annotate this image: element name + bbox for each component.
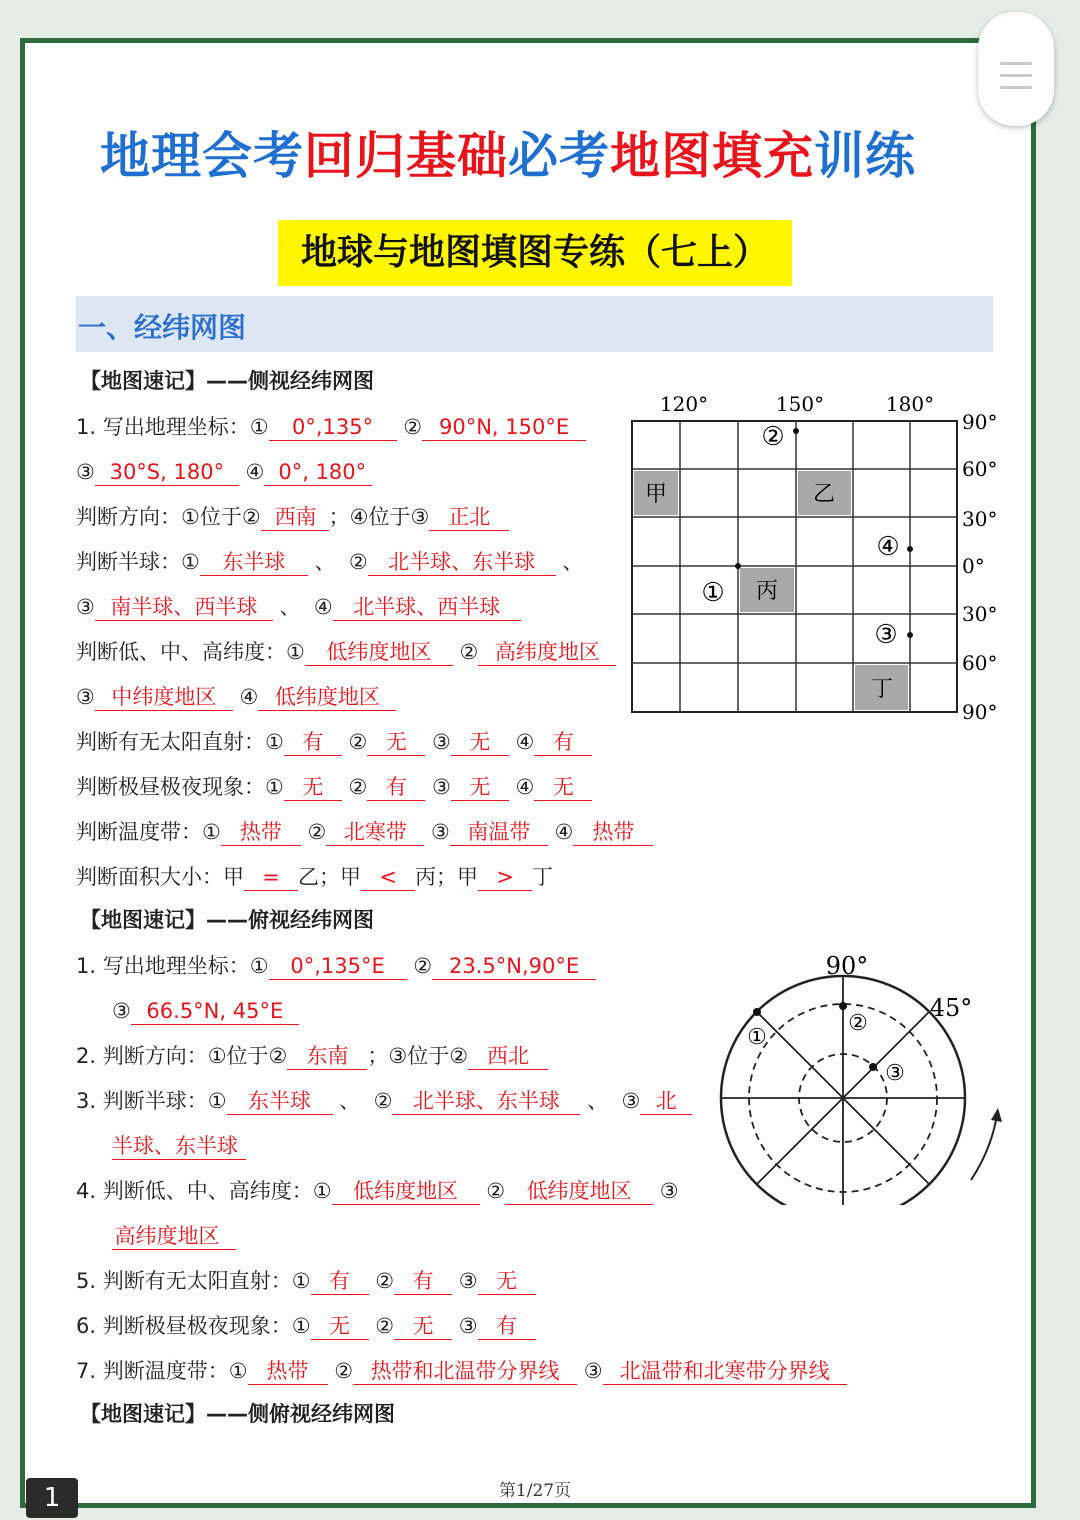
part-a-polar: 判断极昼极夜现象：① 无 ② 有 ③ 无 ④ 无 — [76, 772, 592, 802]
subtitle-banner: 地球与地图填图专练（七上） — [278, 220, 792, 286]
point-3-label: ③ — [874, 620, 898, 650]
answer-blank: 东半球 — [200, 549, 308, 576]
part-b-q3-cont — [112, 1131, 246, 1161]
part-b-q1-cont: ③ 66.5°N, 45°E — [112, 996, 299, 1026]
answer-blank: = — [244, 864, 298, 891]
answer-blank: 低纬度地区 — [258, 684, 396, 711]
point-4-label: ④ — [876, 532, 900, 562]
answer-blank: 无 — [534, 774, 592, 801]
answer-blank: 半球、东半球 — [112, 1133, 246, 1160]
lat-label: 30° — [962, 602, 998, 626]
lon-label: 180° — [885, 392, 935, 416]
answer-blank: 有 — [311, 1268, 369, 1295]
answer-blank: 无 — [478, 1268, 536, 1295]
answer-blank: 有 — [478, 1313, 536, 1340]
cell-bing: 丙 — [755, 579, 779, 604]
part-b-q4: 4. 判断低、中、高纬度：① 低纬度地区 ② 低纬度地区 ③ — [76, 1179, 679, 1203]
part-a-direction: 判断方向：①位于② 西南 ；④位于③ 正北 — [76, 502, 509, 532]
part-a-area: 判断面积大小：甲 = 乙；甲 < 丙；甲 > 丁 — [76, 865, 553, 889]
part-b-q5: 5. 判断有无太阳直射：① 有 ② 有 ③ 无 — [76, 1266, 536, 1296]
cell-jia: 甲 — [644, 482, 668, 507]
part-b-q4-cont — [112, 1221, 236, 1251]
answer-blank: 无 — [394, 1313, 452, 1340]
part-b-q2: 2. 判断方向：①位于② 东南 ；③位于② 西北 — [76, 1041, 548, 1071]
rotation-arrowhead — [991, 1108, 1002, 1122]
part-a-q1-cont: ③ 30°S, 180° ④ 0°, 180° — [76, 457, 372, 487]
answer-blank: 热带 — [573, 819, 653, 846]
answer-blank: 东南 — [287, 1043, 367, 1070]
lon-label: 120° — [659, 392, 709, 416]
rotation-arrow — [971, 1115, 997, 1180]
point-1-dot — [753, 1008, 761, 1016]
part-a-latitude: 判断低、中、高纬度：① 低纬度地区 ② 高纬度地区 — [76, 637, 616, 667]
menu-icon — [1000, 62, 1032, 65]
part-a-q1: 1. 写出地理坐标：① 0°,135° ② 90°N, 150°E — [76, 412, 586, 442]
answer-blank: 低纬度地区 — [332, 1178, 480, 1205]
answer-blank: 西南 — [261, 504, 329, 531]
lat-label: 30° — [962, 507, 998, 531]
answer-blank: 无 — [451, 729, 509, 756]
answer-blank: 西北 — [468, 1043, 548, 1070]
answer-blank: 北半球、东半球 — [392, 1088, 580, 1115]
section-header: 一、经纬网图 — [76, 296, 993, 352]
answer-blank: 热带 — [221, 819, 301, 846]
answer-blank: 无 — [367, 729, 425, 756]
part-a-zone: 判断温度带：① 热带 ② 北寒带 ③ 南温带 ④ 热带 — [76, 817, 653, 847]
menu-icon — [1000, 74, 1032, 77]
point-1-label: ① — [747, 1025, 767, 1050]
part-b-q7: 7. 判断温度带：① 热带 ② 热带和北温带分界线 ③ 北温带和北寒带分界线 — [76, 1356, 847, 1386]
answer-blank: 30°S, 180° — [95, 459, 239, 486]
answer-blank: 高纬度地区 — [478, 639, 616, 666]
answer-blank: 0°, 180° — [264, 459, 372, 486]
point-3-label: ③ — [885, 1061, 905, 1086]
answer-blank: 66.5°N, 45°E — [131, 998, 299, 1025]
answer-blank: 高纬度地区 — [112, 1223, 236, 1250]
lat-label: 90° — [962, 410, 998, 434]
cell-yi: 乙 — [812, 482, 836, 507]
polar-view-graticule-map — [715, 950, 1015, 1205]
answer-blank: 低纬度地区 — [505, 1178, 653, 1205]
page-footer: 第1/27页 — [498, 1481, 572, 1501]
point-2-dot — [839, 1002, 847, 1010]
part-a-latitude-cont: ③ 中纬度地区 ④ 低纬度地区 — [76, 682, 396, 712]
lat-label: 0° — [962, 554, 985, 578]
answer-blank: 南半球、西半球 — [95, 594, 273, 621]
part-b-q1: 1. 写出地理坐标：① 0°,135°E ② 23.5°N,90°E — [76, 951, 596, 981]
answer-blank: 无 — [284, 774, 342, 801]
part-b-q3: 3. 判断半球：① 东半球 、 ② 北半球、东半球 、 ③ 北 — [76, 1086, 692, 1116]
page-title: 地理会考回归基础必考地图填充训练 — [100, 127, 916, 185]
answer-blank: 0°,135°E — [269, 953, 407, 980]
worksheet-content — [76, 0, 996, 1500]
answer-blank: 无 — [451, 774, 509, 801]
answer-blank: 北半球、西半球 — [333, 594, 521, 621]
point-1-label: ① — [701, 578, 725, 608]
answer-blank: 0°,135° — [269, 414, 397, 441]
part-a-hemisphere-cont: ③ 南半球、西半球 、 ④ 北半球、西半球 — [76, 592, 521, 622]
answer-blank: 热带 — [248, 1358, 328, 1385]
answer-blank: 北半球、东半球 — [368, 549, 556, 576]
answer-blank: 北温带和北寒带分界线 — [603, 1358, 847, 1385]
point-2-label: ② — [848, 1011, 868, 1036]
answer-blank: < — [361, 864, 415, 891]
answer-blank: 23.5°N,90°E — [432, 953, 596, 980]
label-45: 45° — [929, 994, 973, 1022]
part-a-sun: 判断有无太阳直射：① 有 ② 无 ③ 无 ④ 有 — [76, 727, 592, 757]
part-a-heading: 【地图速记】——侧视经纬网图 — [80, 369, 374, 393]
part-b-q6: 6. 判断极昼极夜现象：① 无 ② 无 ③ 有 — [76, 1311, 536, 1341]
answer-blank: 正北 — [429, 504, 509, 531]
menu-icon — [1000, 86, 1032, 89]
answer-blank: 有 — [367, 774, 425, 801]
cell-ding: 丁 — [870, 677, 894, 702]
answer-blank: 热带和北温带分界线 — [353, 1358, 577, 1385]
part-b-heading: 【地图速记】——俯视经纬网图 — [80, 908, 374, 932]
point-1-dot — [735, 563, 741, 569]
answer-blank: 南温带 — [450, 819, 548, 846]
lat-label: 60° — [962, 457, 998, 481]
side-view-graticule-map — [620, 385, 1005, 730]
point-3-dot — [869, 1063, 877, 1071]
point-4-dot — [907, 546, 913, 552]
answer-blank: 北寒带 — [326, 819, 424, 846]
lat-label: 90° — [962, 700, 998, 724]
label-90: 90° — [825, 952, 869, 980]
answer-blank: > — [478, 864, 532, 891]
lon-label: 150° — [775, 392, 825, 416]
answer-blank: 无 — [311, 1313, 369, 1340]
answer-blank: 低纬度地区 — [305, 639, 453, 666]
page-number-badge[interactable]: 1 — [26, 1478, 78, 1518]
point-2-label: ② — [761, 422, 785, 452]
answer-blank: 有 — [284, 729, 342, 756]
part-a-hemisphere: 判断半球：① 东半球 、 ② 北半球、东半球 、 — [76, 550, 584, 574]
answer-blank: 东半球 — [227, 1088, 333, 1115]
answer-blank: 北 — [640, 1088, 692, 1115]
part-c-heading: 【地图速记】——侧俯视经纬网图 — [80, 1402, 395, 1426]
lat-label: 60° — [962, 651, 998, 675]
point-2-dot — [793, 428, 799, 434]
answer-blank: 90°N, 150°E — [422, 414, 586, 441]
answer-blank: 有 — [534, 729, 592, 756]
answer-blank: 中纬度地区 — [95, 684, 233, 711]
point-3-dot — [907, 632, 913, 638]
answer-blank: 有 — [394, 1268, 452, 1295]
